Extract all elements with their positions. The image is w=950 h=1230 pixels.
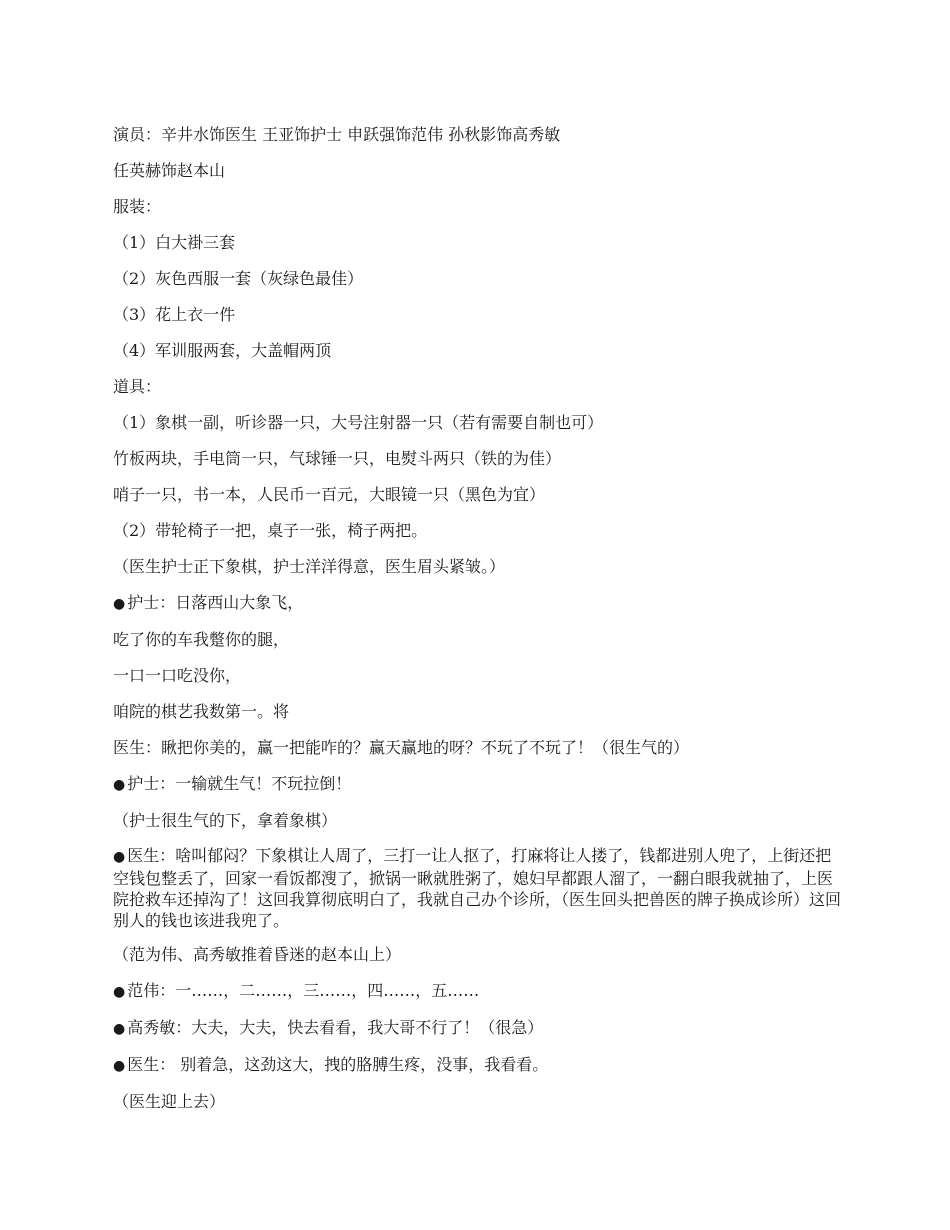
costume-heading: 服装： — [113, 197, 162, 216]
dialogue-continued: 吃了你的车我蹩你的腿， — [113, 630, 290, 649]
script-document — [113, 123, 843, 1126]
stage-direction: （范为伟、高秀敏推着昏迷的赵本山上） — [113, 945, 402, 964]
dialogue-line: ● 高秀敏：大夫，大夫，快去看看，我大哥不行了！（很急） — [113, 1016, 843, 1041]
dialogue-continued: 一口一口吃没你， — [113, 666, 242, 685]
props-heading: 道具： — [113, 377, 162, 396]
dialogue-line: 医生：瞅把你美的，赢一把能咋的？赢天赢地的呀？不玩了不玩了！（很生气的） — [113, 738, 690, 757]
costume-item: （1）白大褂三套 — [113, 233, 236, 252]
dialogue-continued: 咱院的棋艺我数第一。将 — [113, 702, 290, 721]
stage-direction: （医生护士正下象棋，护士洋洋得意，医生眉头紧皱。） — [113, 557, 506, 576]
cast-line-continued: 任英赫饰赵本山 — [113, 161, 226, 180]
props-item-continued: 哨子一只，书一本，人民币一百元，大眼镜一只（黑色为宜） — [113, 485, 546, 504]
dialogue-line: ● 医生： 别着急，这劲这大，拽的胳膊生疼，没事，我看看。 — [113, 1053, 843, 1078]
dialogue-line: ● 护士：一输就生气！不玩拉倒！ — [113, 772, 843, 797]
dialogue-paragraph: ● 医生：啥叫郁闷？下象棋让人周了，三打一让人抠了，打麻将让人搂了，钱都进别人兜了，上街还把空钱包整丢了，回家一看饭都溲了，掀锅一瞅就胜粥了，媳妇早都跟人溜了，一翻白眼我就抽了，上医院抢救车还掉沟了！这回我算彻底明白了，我就自己办个诊所，（医生回头把兽医的牌子换成诊所）这回别人的钱也该进我兜了。 — [113, 845, 843, 931]
costume-item: （3）花上衣一件 — [113, 305, 236, 324]
costume-item: （4）军训服两套，大盖帽两顶 — [113, 341, 332, 360]
dialogue-line: ● 护士：日落西山大象飞， — [113, 591, 843, 616]
stage-direction: （医生迎上去） — [113, 1092, 226, 1111]
props-item: （1）象棋一副，听诊器一只，大号注射器一只（若有需要自制也可） — [113, 413, 604, 432]
props-item: （2）带轮椅子一把，桌子一张，椅子两把。 — [113, 521, 428, 540]
props-item-continued: 竹板两块，手电筒一只，气球锤一只，电熨斗两只（铁的为佳） — [113, 449, 562, 468]
stage-direction: （护士很生气的下，拿着象棋） — [113, 811, 338, 830]
cast-line: 演员：辛井水饰医生 王亚饰护士 申跃强饰范伟 孙秋影饰高秀敏 — [113, 125, 561, 144]
costume-item: （2）灰色西服一套（灰绿色最佳） — [113, 269, 364, 288]
dialogue-line: ● 范伟：一……，二……，三……，四……，五…… — [113, 979, 843, 1004]
